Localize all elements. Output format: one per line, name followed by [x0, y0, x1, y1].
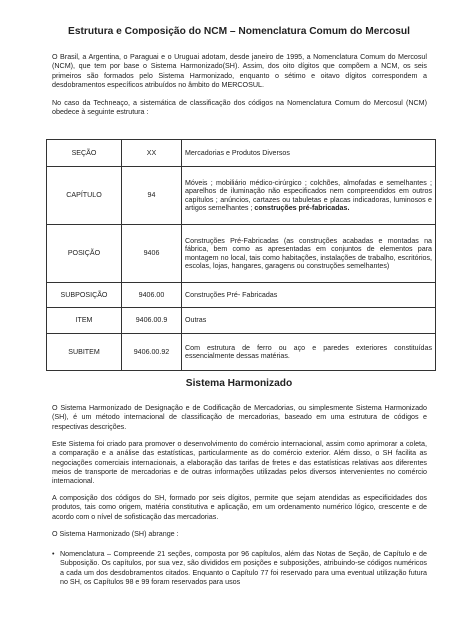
code-cell: 9406.00 — [122, 283, 182, 308]
table-row — [47, 308, 436, 334]
level-cell: SEÇÃO — [47, 140, 122, 167]
description-text: Construções Pré-Fabricadas (as construções acabadas e montadas na fábrica, bem como as apresentadas em conjuntos de elementos para montagem no local, tais como habitações, instalações de trabalho, escritórios, escolas, lojas, hangares, garagens ou construções semelhantes) — [185, 236, 432, 270]
description-cell — [182, 167, 436, 225]
description-cell — [182, 283, 436, 308]
code-cell: 9406.00.92 — [122, 334, 182, 371]
description-cell — [182, 225, 436, 283]
level-cell: SUBITEM — [47, 334, 122, 371]
description-cell — [182, 308, 436, 334]
table-row — [47, 334, 436, 371]
level-cell: CAPÍTULO — [47, 167, 122, 225]
description-cell — [182, 334, 436, 371]
description-bold-text: construções pré-fabricadas. — [254, 203, 350, 212]
table-row — [47, 225, 436, 283]
sh-paragraph-1: O Sistema Harmonizado de Designação e de Codificação de Mercadorias, ou simplesmente Sistema Harmonizado (SH), é um método internacional de classificação de mercadorias, baseado em uma estrutura de códigos e respectivas descrições. — [52, 404, 427, 431]
document-title: Estrutura e Composição do NCM – Nomenclatura Comum do Mercosul — [68, 26, 410, 37]
sh-paragraph-4: O Sistema Harmonizado (SH) abrange : — [52, 530, 179, 538]
list-item — [52, 550, 427, 587]
description-text: Móveis ; mobiliário médico-cirúrgico ; colchões, almofadas e semelhantes ; aparelhos de iluminação não especificados nem compreendidos em outros capítulos ; anúncios, cartazes ou tabuletas e placas indicadoras, luminosos e artigos semelhantes ; — [185, 178, 432, 212]
sh-paragraph-2: Este Sistema foi criado para promover o desenvolvimento do comércio internacional, assim como aprimorar a coleta, a comparação e a análise das estatísticas, particularmente as do comércio exterior. Além disso, o SH facilita as negociações comerciais internacionais, a elaboração das tarifas de fretes e das estatísticas relativas aos diferentes meios de transporte de mercadorias e de outras informações utilizadas pelos diversos intervenientes no comércio internacional. — [52, 440, 427, 486]
description-text: Outras — [185, 316, 207, 325]
level-cell: ITEM — [47, 308, 122, 334]
code-cell: 9406 — [122, 225, 182, 283]
sh-paragraph-3: A composição dos códigos do SH, formado por seis dígitos, permite que sejam atendidas as especificidades dos produtos, tais como origem, matéria constitutiva e aplicação, em um ordenamento numérico lógico, crescente e de acordo com o nível de sofisticação das mercadorias. — [52, 494, 427, 521]
description-text: Mercadorias e Produtos Diversos — [185, 148, 290, 157]
code-cell: XX — [122, 140, 182, 167]
case-paragraph: No caso da Techneaço, a sistemática de classificação dos códigos na Nomenclatura Comum do Mercosul (NCM) obedece à seguinte estrutura : — [52, 99, 427, 117]
bullet-marker: • — [52, 550, 55, 558]
ncm-structure-table — [46, 139, 436, 371]
section-heading: Sistema Harmonizado — [185, 378, 293, 389]
level-cell: SUBPOSIÇÃO — [47, 283, 122, 308]
table-row — [47, 167, 436, 225]
code-cell: 9406.00.9 — [122, 308, 182, 334]
description-text: Com estrutura de ferro ou aço e paredes exteriores constituídas essencialmente dessas matérias. — [185, 343, 432, 360]
table-row — [47, 140, 436, 167]
list-item-text: Nomenclatura – Compreende 21 seções, composta por 96 capítulos, além das Notas de Seção, de Capítulo e de Subposição. Os capítulos, por sua vez, são divididos em posições e subposições, atribuindo-se códigos numéricos a cada um dos desdobramentos citados. Enquanto o Capítulo 77 foi reservado para uma eventual utilização futura no SH, os Capítulos 98 e 99 foram reservados para usos — [60, 550, 427, 586]
description-text: Construções Pré- Fabricadas — [185, 290, 278, 299]
table-row — [47, 283, 436, 308]
description-cell — [182, 140, 436, 167]
intro-paragraph: O Brasil, a Argentina, o Paraguai e o Uruguai adotam, desde janeiro de 1995, a Nomenclatura Comum do Mercosul (NCM), que tem por base o Sistema Harmonizado(SH). Assim, dos oito dígitos que compõem a NCM, os seis primeiros são formados pelo Sistema Harmonizado, enquanto o sétimo e oitavo dígitos correspondem a desdobramentos específicos atribuídos no âmbito do MERCOSUL. — [52, 53, 427, 89]
level-cell: POSIÇÃO — [47, 225, 122, 283]
code-cell: 94 — [122, 167, 182, 225]
